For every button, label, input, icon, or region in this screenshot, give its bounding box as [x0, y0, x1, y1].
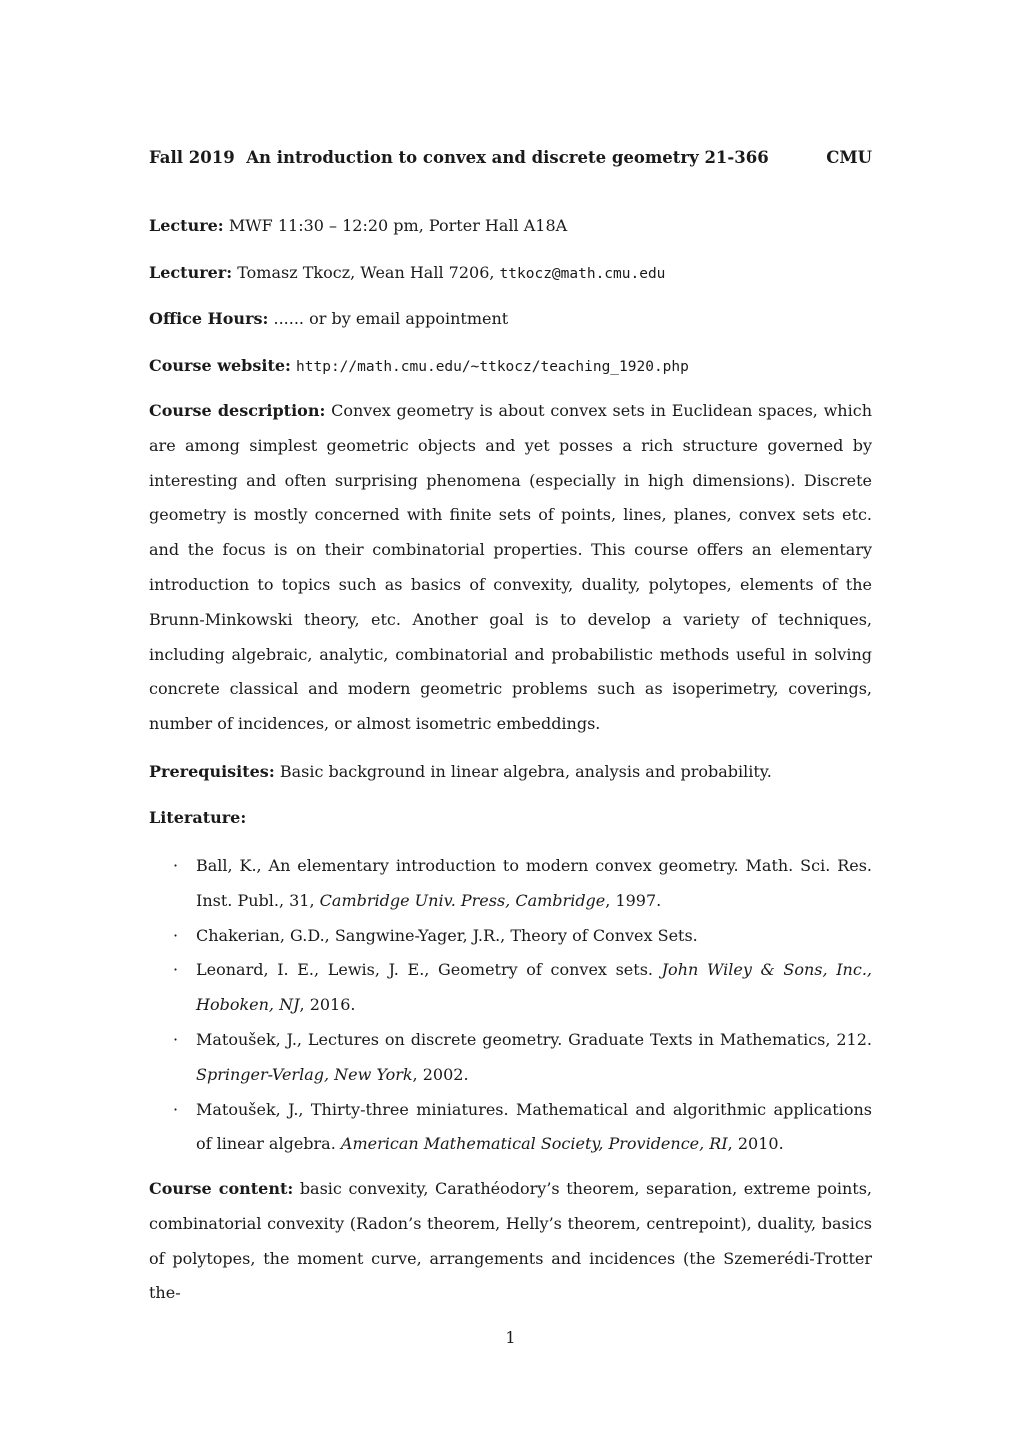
bullet-icon: · — [173, 960, 179, 980]
content-label: Course content: — [149, 1179, 294, 1198]
office-hours-field — [149, 309, 872, 328]
lecturer-value: Tomasz Tkocz, Wean Hall 7206, — [237, 263, 500, 282]
page-number: 1 — [505, 1328, 516, 1347]
list-item: · Matoušek, J., Thirty-three miniatures. Mathematical and algorithmic applications of linear algebra. American Mathematical Society, Providence, RI, 2010. — [149, 1093, 872, 1163]
list-item: · Chakerian, G.D., Sangwine-Yager, J.R., Theory of Convex Sets. — [149, 919, 872, 954]
prerequisites-label: Prerequisites: — [149, 762, 275, 781]
prerequisites-value: Basic background in linear algebra, analysis and probability. — [279, 762, 772, 781]
description-text: Convex geometry is about convex sets in Euclidean spaces, which are among simplest geometric objects and yet posses a rich structure governed by interesting and often surprising phenomena (especially in high dimensions). Discrete geometry is mostly concerned with finite sets of points, lines, planes, convex sets etc. and the focus is on their combinatorial properties. This course offers an elementary introduction to topics such as basics of convexity, duality, polytopes, elements of the Brunn-Minkowski theory, etc. Another goal is to develop a variety of techniques, including algebraic, analytic, combinatorial and probabilistic methods useful in solving concrete classical and modern geometric problems such as isoperimetry, coverings, number of incidences, or almost isometric embeddings. — [149, 401, 872, 734]
content-paragraph — [149, 1172, 872, 1311]
website-label: Course website: — [149, 356, 291, 375]
website-link[interactable]: http://math.cmu.edu/∼ttkocz/teaching_1920.php — [296, 359, 689, 375]
bullet-icon: · — [173, 1099, 179, 1119]
header-institution: CMU — [826, 148, 872, 167]
header-course — [149, 148, 769, 167]
lecturer-email-link[interactable]: ttkocz@math.cmu.edu — [499, 266, 666, 282]
document-header — [149, 148, 872, 167]
office-hours-value: ...... or by email appointment — [273, 309, 509, 328]
literature-label: Literature: — [149, 808, 247, 827]
list-item: · Matoušek, J., Lectures on discrete geometry. Graduate Texts in Mathematics, 212. Springer-Verlag, New York, 2002. — [149, 1023, 872, 1093]
list-item: · Ball, K., An elementary introduction to modern convex geometry. Math. Sci. Res. Inst. Publ., 31, Cambridge Univ. Press, Cambridge, 1997. — [149, 849, 872, 919]
website-field — [149, 356, 872, 375]
lecture-value: MWF 11:30 – 12:20 pm, Porter Hall A18A — [228, 216, 568, 235]
description-label: Course description: — [149, 401, 326, 420]
lecturer-label: Lecturer: — [149, 263, 233, 282]
literature-heading — [149, 808, 872, 827]
lecture-field — [149, 216, 872, 235]
header-course-title: An introduction to convex and discrete geometry 21-366 — [246, 148, 769, 167]
bullet-icon: · — [173, 856, 179, 875]
description-paragraph — [149, 394, 872, 742]
bullet-icon: · — [173, 925, 179, 945]
bullet-icon: · — [173, 1029, 179, 1049]
office-hours-label: Office Hours: — [149, 309, 269, 328]
lecture-label: Lecture: — [149, 216, 224, 235]
header-semester: Fall 2019 — [149, 148, 235, 167]
prerequisites-field — [149, 762, 872, 781]
list-item: · Leonard, I. E., Lewis, J. E., Geometry of convex sets. John Wiley & Sons, Inc., Hoboken, NJ, 2016. — [149, 953, 872, 1023]
content-text: basic convexity, Carathéodory’s theorem, separation, extreme points, combinatorial convexity (Radon’s theorem, Helly’s theorem, centrepoint), duality, basics of polytopes, the moment curve, arrangements and incidences (the Szemerédi-Trotter the- — [149, 1179, 872, 1303]
lecturer-field — [149, 263, 872, 282]
literature-list — [149, 849, 872, 1162]
